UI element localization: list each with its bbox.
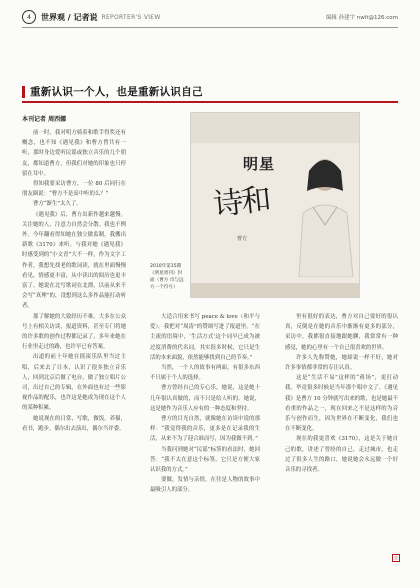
column-1 [22, 128, 126, 434]
header-rule [22, 27, 398, 28]
editor-credit: 编辑 孙建宇 nwlt@126.com [325, 15, 398, 21]
paragraph: 前一时，我对明方骑着和歌手得奖还有概念，也不知《遇见我》和曹方曾共有一听，那时身边爱听民谣或独立音乐的几个朋友，都知道曹方，但我们对她的印象也只停留在耳中。 [22, 130, 126, 177]
cover-calligraphy: 诗和 [211, 182, 272, 223]
paragraph: 现在的我更喜欢《3170》，这是关于她自己的歌，讲述了曾经的自己，走过城市，也走过了很多人生的路口，她说她会永远做一个好音乐的寻找者。 [285, 436, 398, 474]
paragraph: 《遇见我》后，曹方出新作越来越慢。关注她的人，注意力自然会分散。我也不例外。今年翻看得知她在独立做监制，我搬出新歌《3170》来听，与我对她《遇见我》时感受到的“小文青”大不一样，作为文字工作者，我想先找老的歌词读，就在里面慢慢看见，情感更丰富，从中读出的阅历也更丰富了。她说在北写歌词在北漂，以前从来不会写“真理”的，没想到这么多作品能打动听者。 [22, 211, 126, 310]
page-header [22, 8, 398, 26]
paragraph: 曹方曾经自己的专心乐，她说，这是她十几年很认真做的，而不只是给人听的。她说，这是她作为音乐人应有的一种态度和坚持。 [150, 385, 260, 412]
paragraph: 大适合用来书写 peace & love（和平与爱）。我把对“周涛”的赞颂写进了报道里。“在主流的语境中，‘生活方式’这个词早已成为被过度消费的代名词，其实很多时候，它只是生活的本来面貌，依然能够找到自己的节奏。” [150, 314, 260, 361]
title-rule [22, 101, 398, 103]
paragraph: 曹方的目光自然，就像她在访谈中说的那样：“我觉得我的音乐，更多是在记录我的生活，从来不为了迎合谁而写，因为我做不到。” [150, 416, 260, 443]
magazine-cover-image [190, 112, 360, 298]
paragraph: 那了解她的大致经历不难，大多在公众号上有相关访谈，报道资料，甚至专门将她的许多歌的创作过程都记录了，多年来她在行业里走过的路，也许早已有答案。 [22, 313, 126, 351]
paragraph: 当然，一个人的故事有两面，有很多东西不只属于个人的选择。 [150, 365, 260, 382]
paragraph: 许多人先称赞她，她却说一样不好，她对许多事情都非常的专注认真。 [285, 354, 398, 372]
paragraph: 这是“生活不易”这样的“蒋场”，更打动我。毕竟很多时候是当年那个唱中文了。《遇见我》是曹方 10 分钟就写出来的歌，也是她最不看重的作品之一，现在回来之不是这样的为音乐与创作而生，因为世界在不断变化，我们也在不断变化。 [285, 375, 398, 433]
cover-top-band [191, 113, 359, 143]
article-byline: 本刊记者 周西娜 [22, 116, 67, 123]
cover-subject-name: 曹方 [237, 236, 248, 242]
section-title-en: REPORTER'S VIEW [101, 13, 161, 21]
article-title-bar [22, 84, 398, 99]
page-number: 4 [22, 10, 36, 24]
paragraph: 要做，发情与亲情，在往是人物的故事中最吸引人的部分。 [150, 477, 260, 494]
column-3 [285, 312, 398, 475]
image-caption: 2010年第15期《明星周刊》封面（曹方 诗与远方一个符号） [150, 264, 184, 290]
paragraph: 当我问到她对“民谣”标签的看法时，她回答：“我不太在意这个标签，它只是方便大家认识我的方式。” [150, 446, 260, 474]
title-marker [22, 86, 25, 98]
paragraph: 得知我要采访曹方，一位 80 后同行在朋友圈说：“曹方不是高中听的么？” [22, 181, 126, 198]
paragraph: 里有很好的表达，曹方对自己要好的很认真，反倒是在她的音乐中渐渐有更多的部分，采访中，我都很直接地跟她聊，我常常有一种感觉，她的心里有一个自己很喜欢的世界。 [285, 314, 398, 351]
paragraph: 曹方“渐生”太久了。 [33, 201, 82, 208]
cover-bottom-band [191, 283, 359, 297]
article-title: 重新认识一个人，也是重新认识自己 [30, 86, 203, 98]
section-title: 世界观 / 记者说 [41, 12, 98, 22]
end-mark-icon: 全 [394, 555, 398, 560]
cover-magazine-name: 明星 [243, 155, 276, 173]
paragraph: 出道的前十年她在摇滚乐队里当过主唱，后来去了日本，认识了很多独立音乐人，回到北京后做了电台，做了独立唱片公司，出过自己的专辑，在外面也有过一些影视作品的配乐，也许这是她成为现在这个人的某种积累。 [22, 354, 126, 412]
cover-portrait [289, 147, 357, 277]
column-2 [150, 312, 260, 496]
paragraph: 她说现在的日常，写歌，做饭，养猫，看书，跑步，偶尔出去演出，偶尔当评委。 [22, 415, 126, 432]
